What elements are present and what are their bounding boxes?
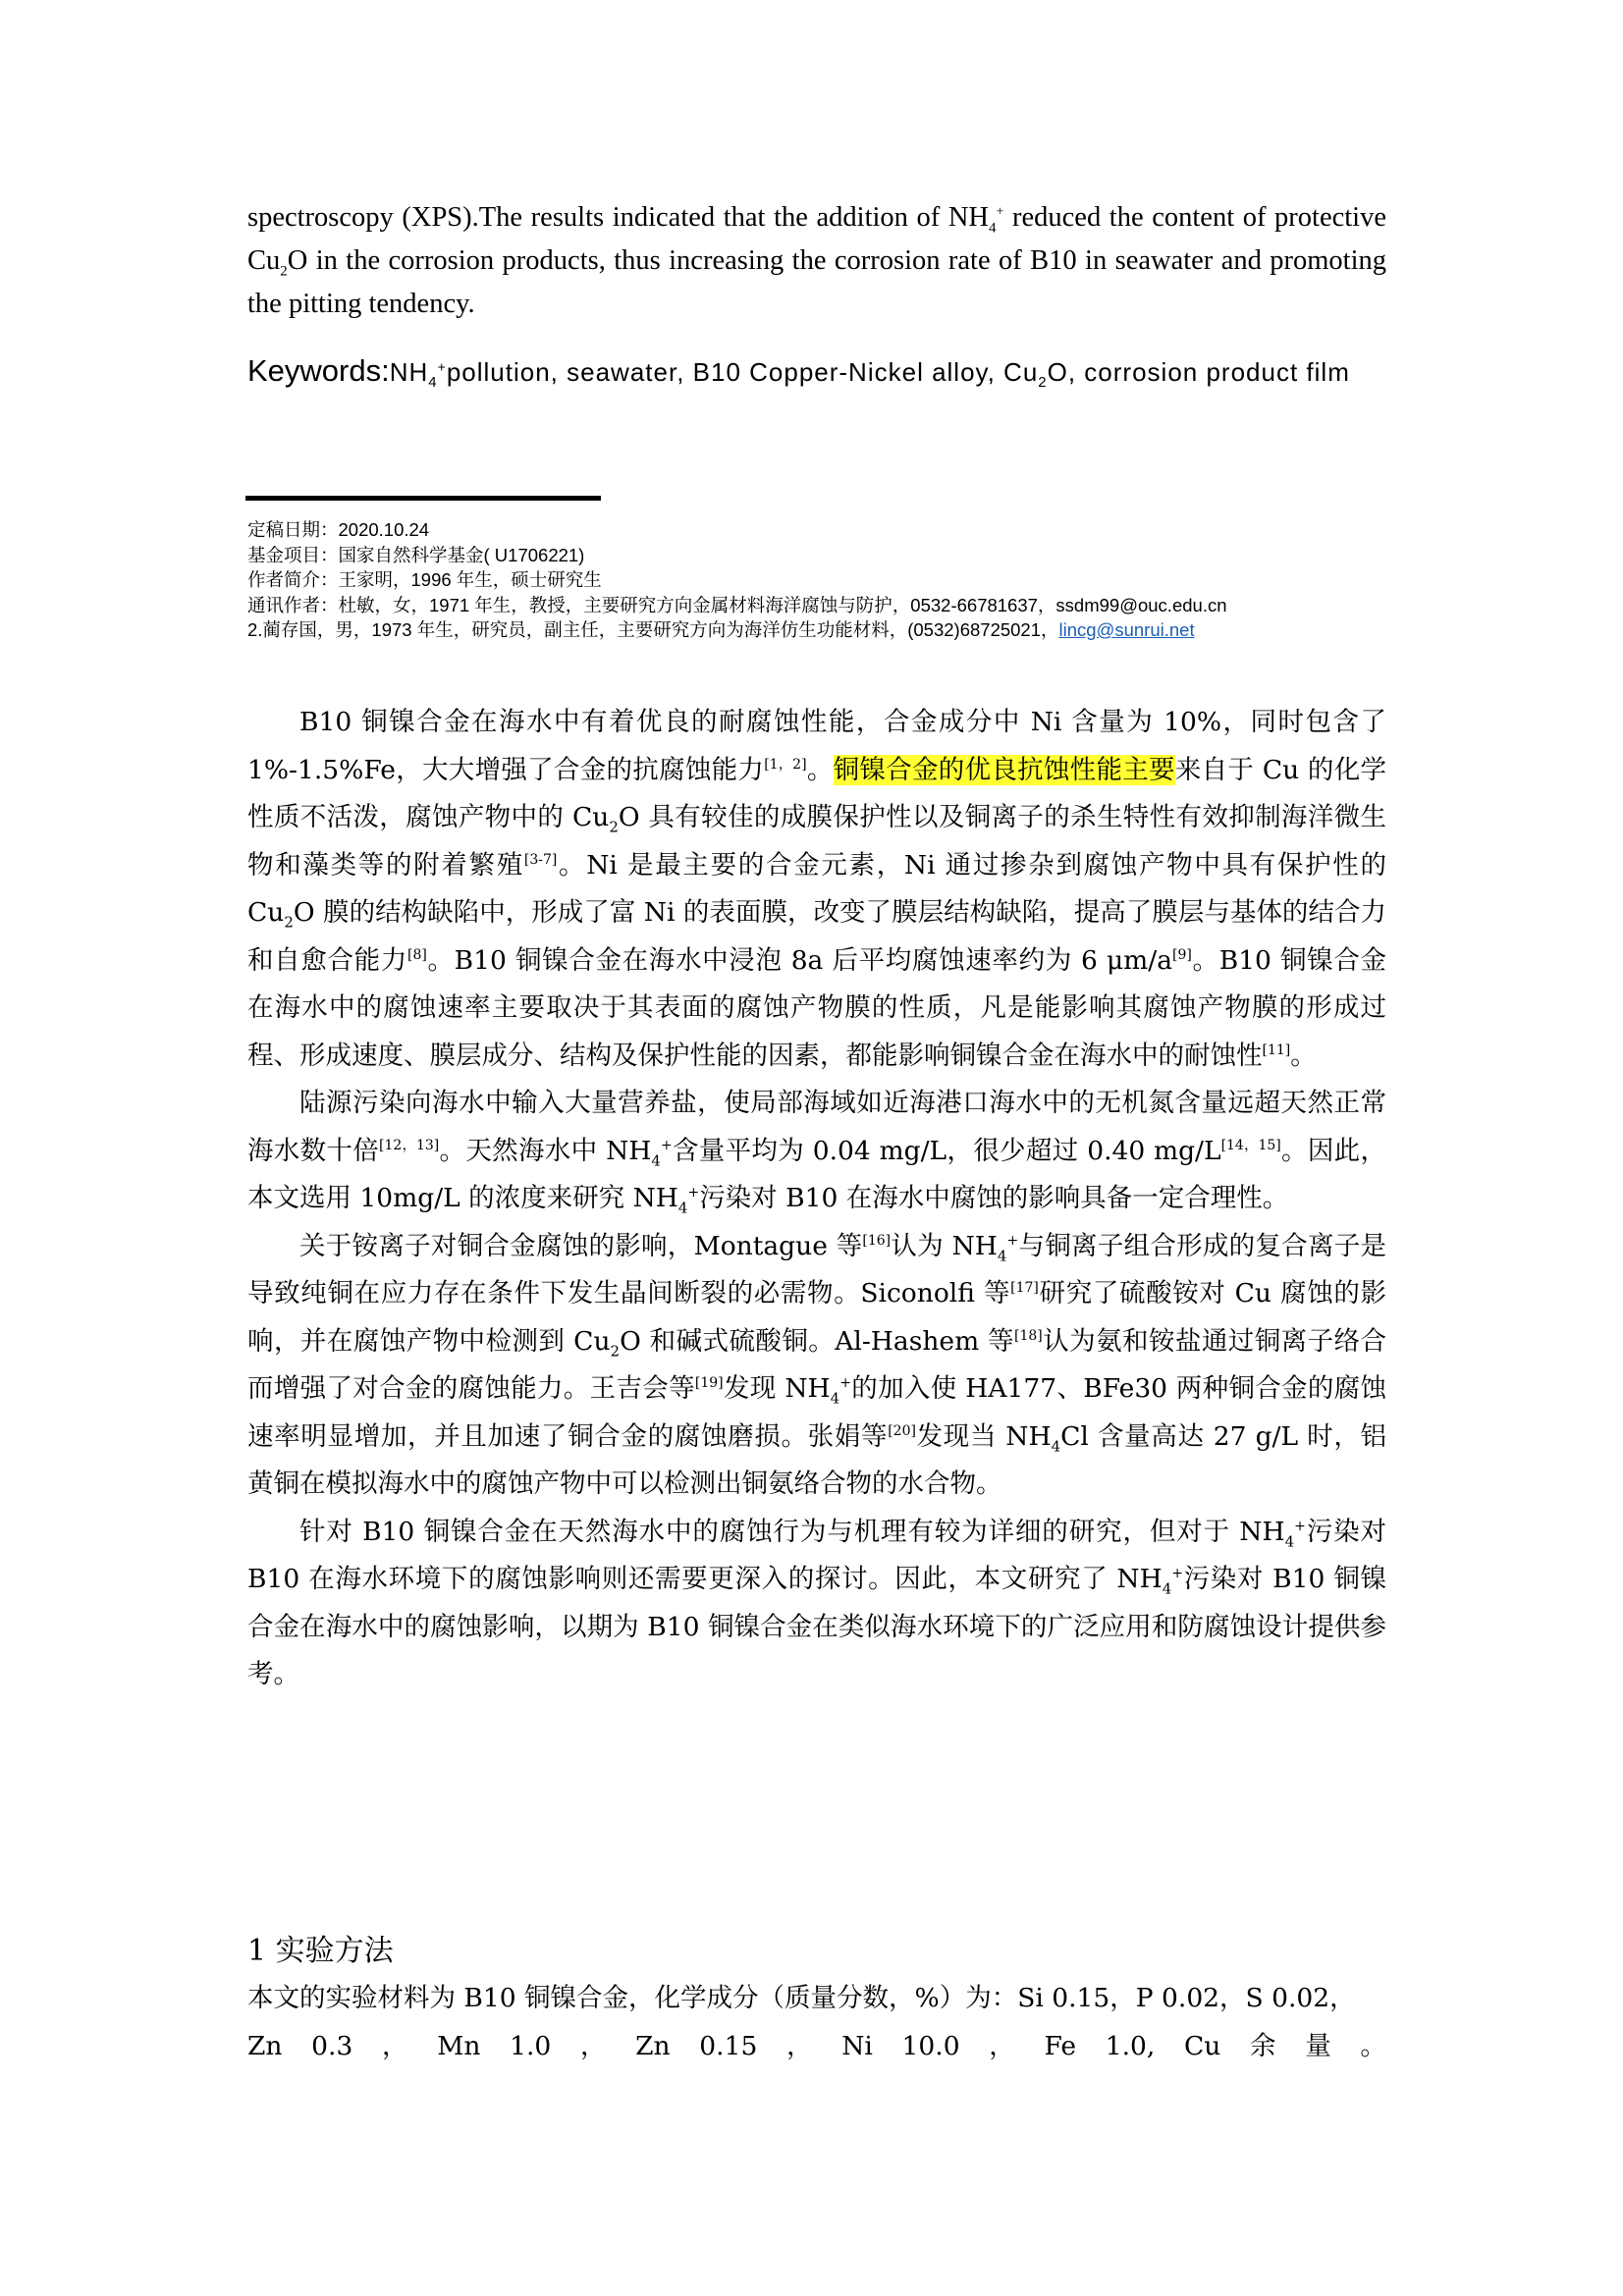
superscript: + xyxy=(1006,1232,1019,1249)
method-paragraph xyxy=(247,1975,1386,2070)
abstract-text: spectroscopy (XPS).The results indicated that the addition of NH xyxy=(247,202,990,233)
citation: [17] xyxy=(1010,1280,1039,1297)
text: 发现当 NH xyxy=(915,1420,1052,1452)
text: O 具有较佳的成膜保护性以及铜离子的杀生特性有效抑制海洋微生物和藻类等的附着繁殖 xyxy=(247,802,1386,881)
text: 。 xyxy=(806,754,834,785)
text: 。 xyxy=(1290,1040,1317,1071)
paragraph-1 xyxy=(247,699,1386,1080)
text: 认为氨和铵盐通过铜离子络合而增强了对合金的腐蚀能力。王吉会等 xyxy=(247,1325,1387,1404)
subscript: 4 xyxy=(1162,1579,1172,1598)
method-token: Fe xyxy=(1044,2030,1077,2061)
abstract-text: reduced the content of protective Cu xyxy=(247,202,1386,276)
text: B10 铜镍合金在海水中有着优良的耐腐蚀性能，合金成分中 Ni 含量为 10%，同时包含了 1%-1.5%Fe，大大增强了合金的抗腐蚀能力 xyxy=(247,707,1386,785)
footnote-corresponding: 通讯作者：杜敏，女，1971 年生，教授，主要研究方向金属材料海洋腐蚀与防护，0532-66781637，ssdm99@ouc.edu.cn xyxy=(247,594,1227,615)
subscript: 4 xyxy=(997,1246,1007,1264)
text: 污染对 B10 铜镍合金在海水中的腐蚀影响，以期为 B10 铜镍合金在类似海水环境下的广泛应用和防腐蚀设计提供参考。 xyxy=(247,1564,1386,1689)
subscript: 2 xyxy=(1038,374,1048,392)
text: 研究了硫酸铵对 Cu 腐蚀的影响，并在腐蚀产物中检测到 Cu xyxy=(247,1278,1386,1357)
method-token: Ni xyxy=(841,2030,873,2061)
method-token: Zn xyxy=(247,2030,283,2061)
abstract-text: O in the corrosion products, thus increasing the corrosion rate of B10 in seawater and promoting the pitting tendency. xyxy=(247,245,1386,319)
section-heading: 1 实验方法 xyxy=(247,1934,394,1968)
method-line-2 xyxy=(247,2023,1386,2071)
text: 发现 NH xyxy=(723,1373,831,1404)
citation: [20] xyxy=(888,1422,916,1439)
text: O 膜的结构缺陷中，形成了富 Ni 的表面膜，改变了膜层结构缺陷，提高了膜层与基体的结合力和自愈合能力 xyxy=(247,897,1386,976)
text: 污染对 B10 在海水中腐蚀的影响具备一定合理性。 xyxy=(699,1183,1289,1213)
method-token: 量 xyxy=(1305,2030,1331,2061)
superscript: + xyxy=(660,1137,673,1153)
text: 来自于 Cu 的化学性质不活泼，腐蚀产物中的 Cu xyxy=(247,754,1386,832)
footnote-text: 2.蔺存国，男，1973 年生，研究员，副主任，主要研究方向为海洋仿生功能材料，(0532)68725021， xyxy=(247,619,1059,640)
citation: [9] xyxy=(1172,946,1192,963)
method-token: Cu xyxy=(1184,2030,1221,2061)
subscript: 2 xyxy=(610,1341,621,1360)
text: 。B10 铜镍合金在海水中的腐蚀速率主要取决于其表面的腐蚀产物膜的性质，凡是能影响其腐蚀产物膜的形成过程、形成速度、膜层成分、结构及保护性能的因素，都能影响铜镍合金在海水中的耐蚀性 xyxy=(247,944,1386,1071)
keywords-label: Keywords: xyxy=(247,353,390,388)
citation: [12，13] xyxy=(379,1137,440,1153)
paragraph-4 xyxy=(247,1509,1386,1699)
footnotes xyxy=(247,517,1386,643)
text: 认为 NH xyxy=(891,1230,998,1261)
subscript: 4 xyxy=(1051,1436,1061,1455)
highlighted-text: 铜镍合金的优良抗蚀性能主要 xyxy=(833,754,1175,785)
keyword-text: NH xyxy=(389,357,429,387)
citation: [14，15] xyxy=(1220,1137,1281,1153)
body-text xyxy=(247,699,1386,1699)
text: 。天然海水中 NH xyxy=(439,1135,652,1166)
subscript: 4 xyxy=(428,374,438,392)
text: 针对 B10 铜镍合金在天然海水中的腐蚀行为与机理有较为详细的研究，但对于 NH xyxy=(299,1516,1285,1547)
citation: [11] xyxy=(1262,1041,1291,1058)
method-token: 0.15 xyxy=(699,2030,758,2061)
text: 含量平均为 0.04 mg/L，很少超过 0.40 mg/L xyxy=(672,1135,1221,1166)
superscript: + xyxy=(996,204,1004,220)
subscript: 2 xyxy=(280,263,288,280)
citation: [16] xyxy=(862,1232,892,1249)
method-token: 余 xyxy=(1250,2030,1276,2061)
keywords-text xyxy=(389,357,1350,392)
method-token: ， xyxy=(989,2030,1015,2061)
method-token: 1.0, xyxy=(1105,2030,1156,2061)
keyword-text: pollution, seawater, B10 Copper-Nickel alloy, Cu xyxy=(446,357,1039,387)
text: 污染对 B10 在海水环境下的腐蚀影响则还需要更深入的探讨。因此，本文研究了 NH xyxy=(247,1516,1387,1594)
abstract-tail xyxy=(247,196,1386,326)
method-token: 10.0 xyxy=(901,2030,960,2061)
text: O 和碱式硫酸铜。Al-Hashem 等 xyxy=(620,1325,1015,1357)
citation: [1，2] xyxy=(764,756,807,773)
text: 陆源污染向海水中输入大量营养盐，使局部海域如近海港口海水中的无机氮含量远超天然正常海水数十倍 xyxy=(247,1088,1386,1166)
footnote-date: 定稿日期：2020.10.24 xyxy=(247,519,430,540)
method-token: Mn xyxy=(437,2030,481,2061)
subscript: 2 xyxy=(609,818,619,836)
subscript: 4 xyxy=(651,1150,661,1169)
subscript: 2 xyxy=(284,913,294,932)
text: 。因此，本文选用 10mg/L 的浓度来研究 NH xyxy=(247,1135,1386,1213)
email-link[interactable]: lincg@sunrui.net xyxy=(1058,619,1195,640)
citation: [19] xyxy=(694,1375,724,1392)
citation: [18] xyxy=(1014,1327,1043,1344)
text: Cl 含量高达 27 g/L 时，铝黄铜在模拟海水中的腐蚀产物中可以检测出铜氨络合物的水合物。 xyxy=(247,1420,1387,1499)
text: 与铜离子组合形成的复合离子是导致纯铜在应力存在条件下发生晶间断裂的必需物。Siconolfi 等 xyxy=(247,1230,1386,1308)
superscript: + xyxy=(1171,1566,1183,1582)
keywords xyxy=(247,340,1386,403)
paragraph-2 xyxy=(247,1080,1386,1223)
method-token: ， xyxy=(786,2030,813,2061)
text: 关于铵离子对铜合金腐蚀的影响，Montague 等 xyxy=(299,1230,863,1261)
keyword-text: O, corrosion product film xyxy=(1047,357,1350,387)
superscript: + xyxy=(839,1375,851,1392)
text: 。B10 铜镍合金在海水中浸泡 8a 后平均腐蚀速率约为 6 μm/a xyxy=(426,944,1173,976)
paragraph-3 xyxy=(247,1223,1386,1509)
method-token: ， xyxy=(382,2030,408,2061)
method-line-1: 本文的实验材料为 B10 铜镍合金，化学成分（质量分数，%）为：Si 0.15，P 0.02，S 0.02， xyxy=(247,1983,1356,2013)
text: 的加入使 HA177、BFe30 两种铜合金的腐蚀速率明显增加，并且加速了铜合金的腐蚀磨损。张娟等 xyxy=(247,1373,1387,1452)
superscript: + xyxy=(1294,1518,1306,1534)
footnote-fund: 基金项目：国家自然科学基金( U1706221) xyxy=(247,544,585,565)
footnote-author: 作者简介：王家明，1996 年生，硕士研究生 xyxy=(247,569,602,590)
subscript: 4 xyxy=(677,1199,688,1217)
method-token: ， xyxy=(579,2030,607,2061)
footnote-corresponding-2 xyxy=(247,617,1386,643)
citation: [8] xyxy=(407,946,427,963)
method-token: 0.3 xyxy=(311,2030,353,2061)
subscript: 4 xyxy=(830,1389,840,1408)
citation: [3-7] xyxy=(523,851,558,868)
method-token: Zn xyxy=(635,2030,671,2061)
footnote-separator xyxy=(245,496,601,501)
text: 。Ni 是最主要的合金元素，Ni 通过掺杂到腐蚀产物中具有保护性的 Cu xyxy=(247,849,1386,928)
subscript: 4 xyxy=(1284,1531,1295,1550)
method-token: 1.0 xyxy=(510,2030,552,2061)
superscript: + xyxy=(437,358,447,375)
method-token: 。 xyxy=(1360,2030,1386,2061)
superscript: + xyxy=(687,1185,700,1201)
subscript: 4 xyxy=(989,220,997,237)
